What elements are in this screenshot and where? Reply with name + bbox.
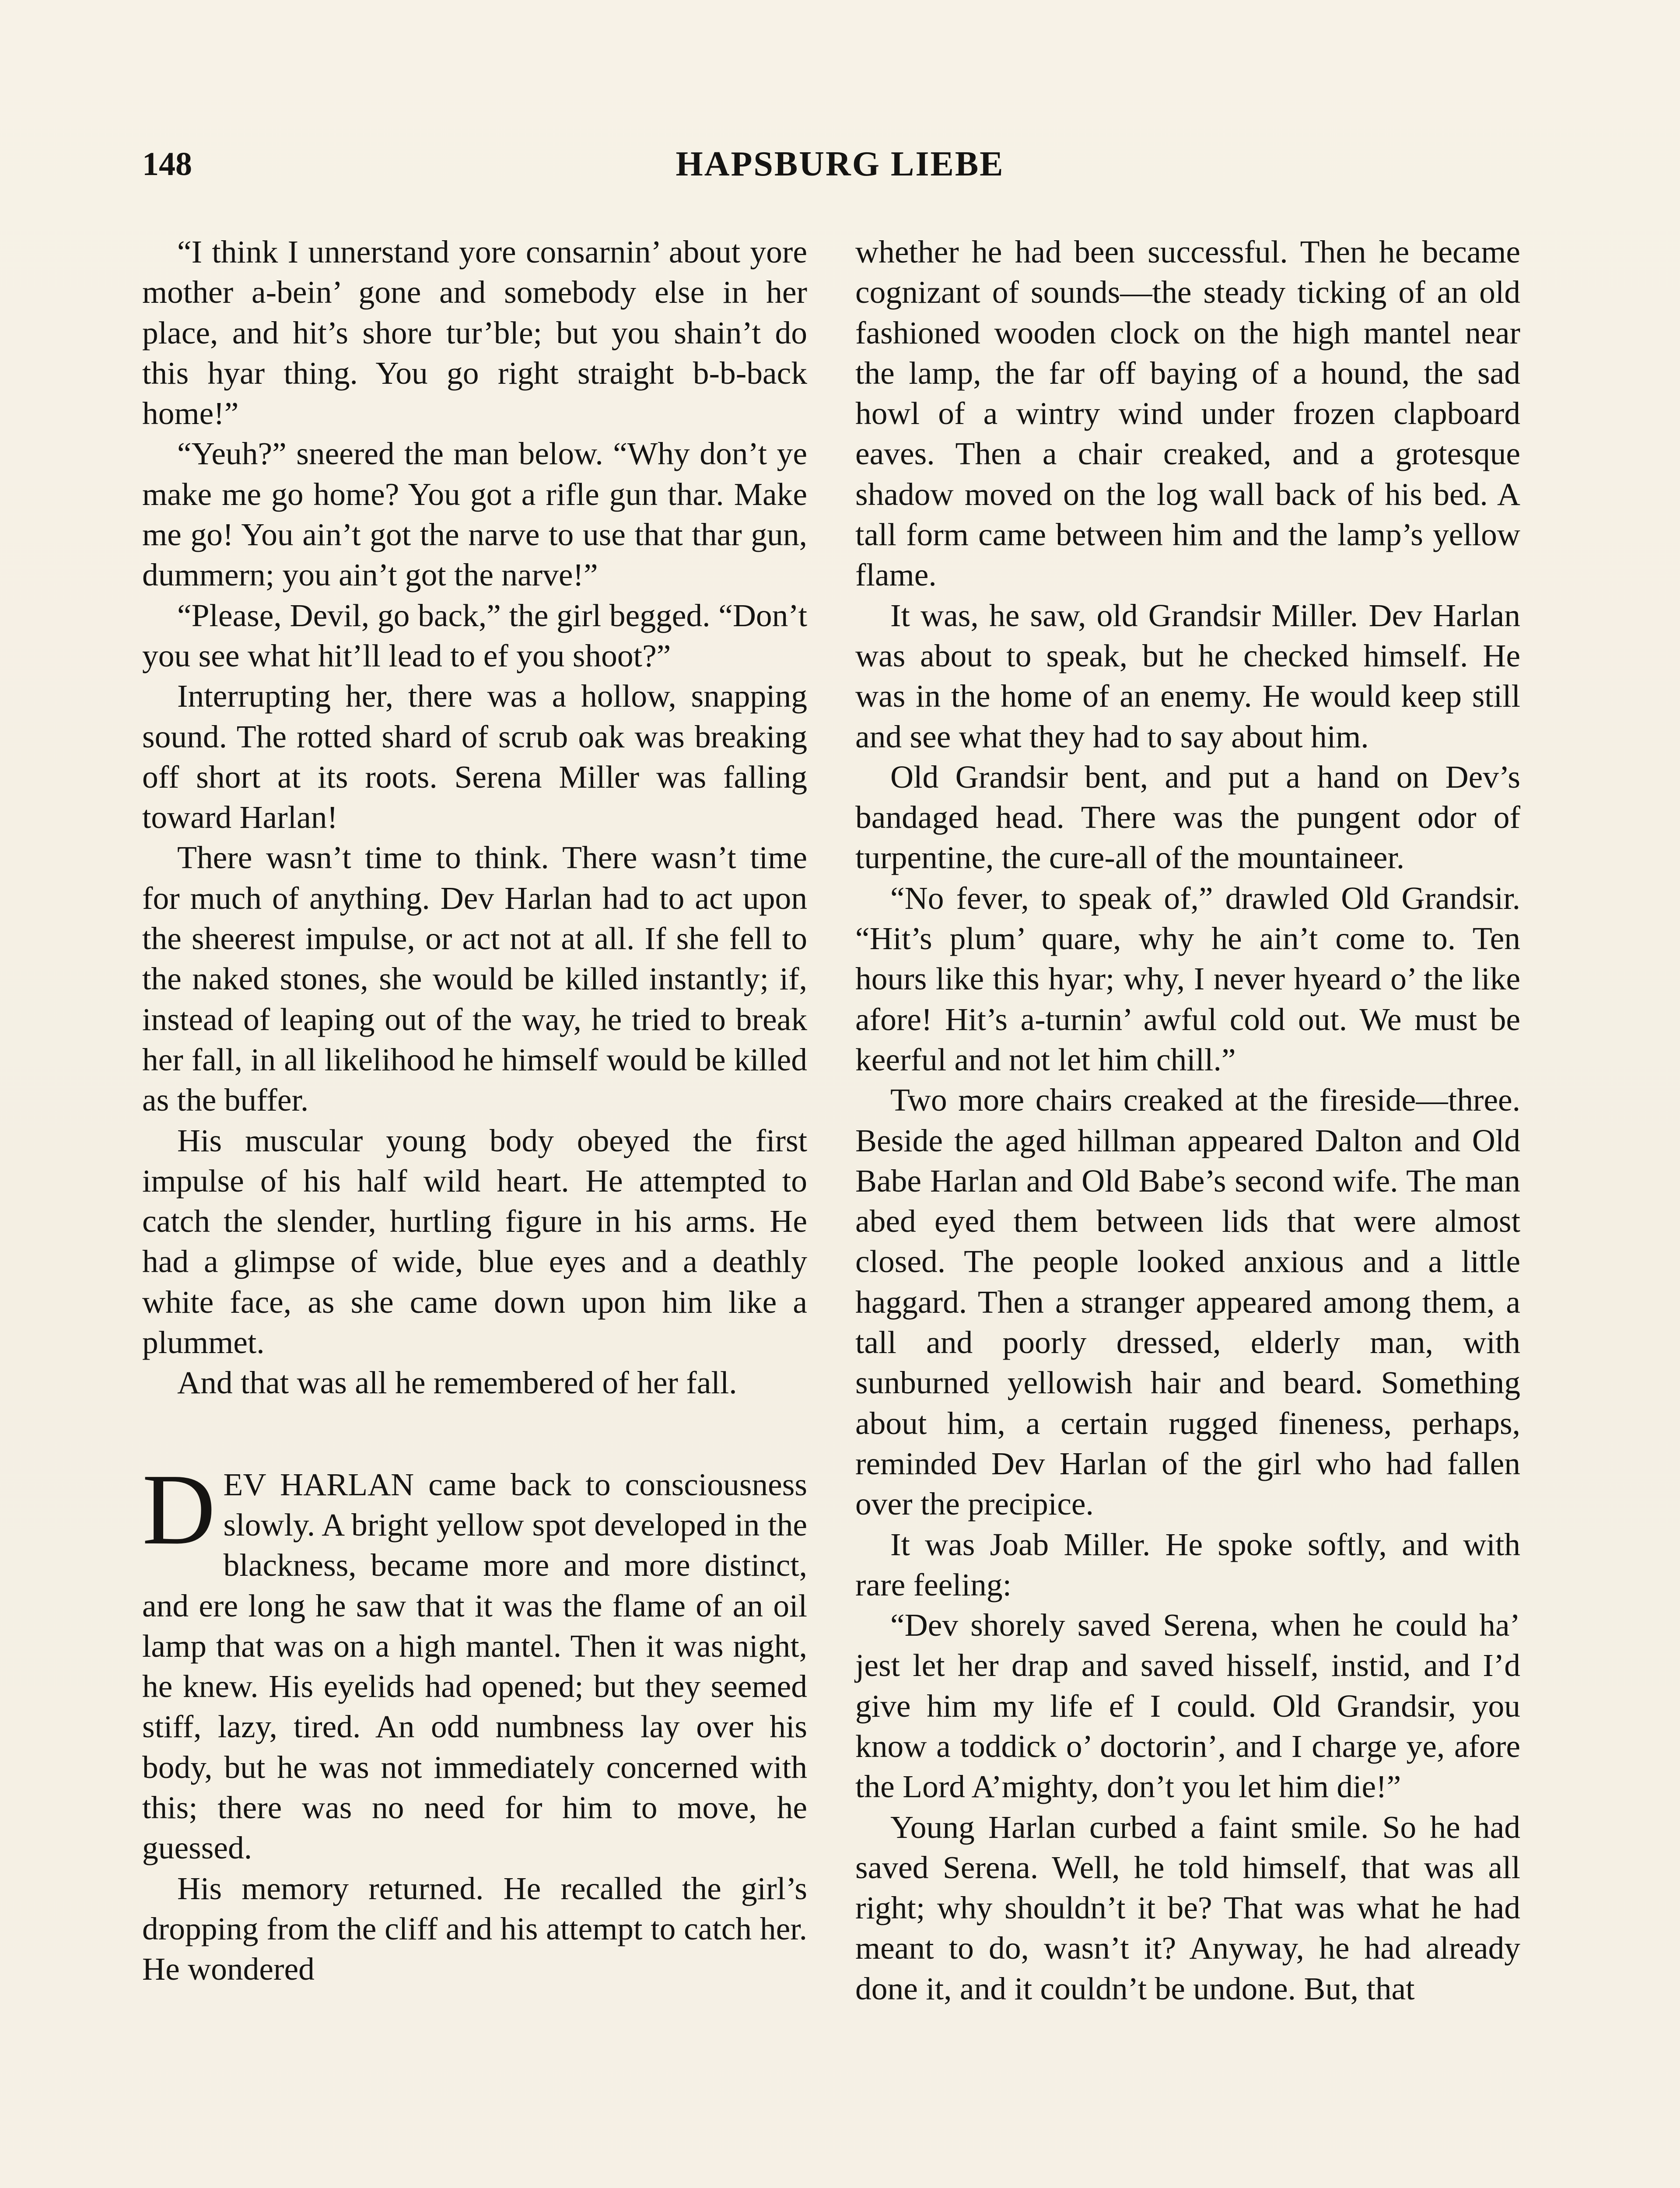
paragraph: “Dev shorely saved Serena, when he could ha’ jest let her drap and saved hisself, instid, and I’d give him my life ef I could. Old Grandsir, you know a toddick o’ doctorin’, and I charge ye, afore the Lord A’mighty, don’t you let him die!” (855, 1607, 1520, 1805)
section-opening-paragraph (142, 1453, 807, 1869)
paragraph: Young Harlan curbed a faint smile. So he had saved Serena. Well, he told himself, that was all right; why shouldn’t it be? That was what he had meant to do, wasn’t it? Anyway, he had already done it, and it couldn’t be undone. But, that (855, 1809, 1520, 2006)
right-column (855, 232, 1520, 2009)
paragraph: Old Grandsir bent, and put a hand on Dev’s bandaged head. There was the pungent odor of turpentine, the cure-all of the mountaineer. (855, 759, 1520, 876)
section-break (142, 1403, 807, 1465)
paragraph: His muscular young body obeyed the first impulse of his half wild heart. He attempted to catch the slender, hurtling figure in his arms. He had a glimpse of wide, blue eyes and a deathly white face, as she came down upon him like a plummet. (142, 1122, 807, 1360)
left-column (142, 232, 807, 1989)
page-number: 148 (142, 146, 192, 182)
paragraph: “No fever, to speak of,” drawled Old Grandsir. “Hit’s plum’ quare, why he ain’t come to. Ten hours like this hyar; why, I never hyeard o’ the like afore! Hit’s a-turnin’ awful cold out. We must be keerful and not let him chill.” (855, 880, 1520, 1077)
paragraph: Two more chairs creaked at the fireside—three. Beside the aged hillman appeared Dalton and Old Babe Harlan and Old Babe’s second wife. The man abed eyed them between lids that were almost closed. The people looked anxious and a little haggard. Then a stranger appeared among them, a tall and poorly dressed, elderly man, with sunburned yellowish hair and beard. Something about him, a certain rugged fineness, perhaps, reminded Dev Harlan of the girl who had fallen over the precipice. (855, 1082, 1520, 1522)
paragraph: Interrupting her, there was a hollow, snapping sound. The rotted shard of scrub oak was breaking off short at its roots. Serena Miller was falling toward Harlan! (142, 678, 807, 835)
paragraph-continued: whether he had been successful. Then he became cognizant of sounds—the steady ticking of an old fashioned wooden clock on the high mantel near the lamp, the far off baying of a hound, the sad howl of a wintry wind under frozen clapboard eaves. Then a chair creaked, and a grotesque shadow moved on the log wall back of his bed. A tall form came between him and the lamp’s yellow flame. (855, 234, 1520, 593)
running-head (142, 140, 1538, 188)
paragraph: “Please, Devil, go back,” the girl begged. “Don’t you see what hit’ll lead to ef you shoot?” (142, 597, 807, 673)
paragraph: It was Joab Miller. He spoke softly, and with rare feeling: (855, 1526, 1520, 1602)
running-title: HAPSBURG LIEBE (676, 145, 1004, 183)
paragraph: It was, he saw, old Grandsir Miller. Dev Harlan was about to speak, but he checked himself. He was in the home of an enemy. He would keep still and see what they had to say about him. (855, 597, 1520, 754)
paragraph: And that was all he remembered of her fall. (177, 1365, 737, 1401)
paragraph: His memory returned. He recalled the girl’s dropping from the cliff and his attempt to catch her. He wondered (142, 1870, 807, 1987)
drop-cap: D (142, 1453, 216, 1566)
paragraph: “I think I unnerstand yore consarnin’ about yore mother a-bein’ gone and somebody else in her place, and hit’s shore tur’ble; but you shain’t do this hyar thing. You go right straight b-b-back home!” (142, 234, 807, 431)
paragraph: There wasn’t time to think. There wasn’t time for much of anything. Dev Harlan had to act upon the sheerest impulse, or act not at all. If she fell to the naked stones, she would be killed instantly; if, instead of leaping out of the way, he tried to break her fall, in all likelihood he himself would be killed as the buffer. (142, 840, 807, 1118)
paragraph: “Yeuh?” sneered the man below. “Why don’t ye make me go home? You got a rifle gun thar. Make me go! You ain’t got the narve to use that thar gun, dummern; you ain’t got the narve!” (142, 436, 807, 593)
paragraph-text: EV HARLAN came back to consciousness slowly. A bright yellow spot developed in the blackness, became more and more distinct, and ere long he saw that it was the flame of an oil lamp that was on a high mantel. Then it was night, he knew. His eyelids had opened; but they seemed stiff, lazy, tired. An odd numbness lay over his body, but he was not immediately concerned with this; there was no need for him to move, he guessed. (142, 1466, 807, 1866)
